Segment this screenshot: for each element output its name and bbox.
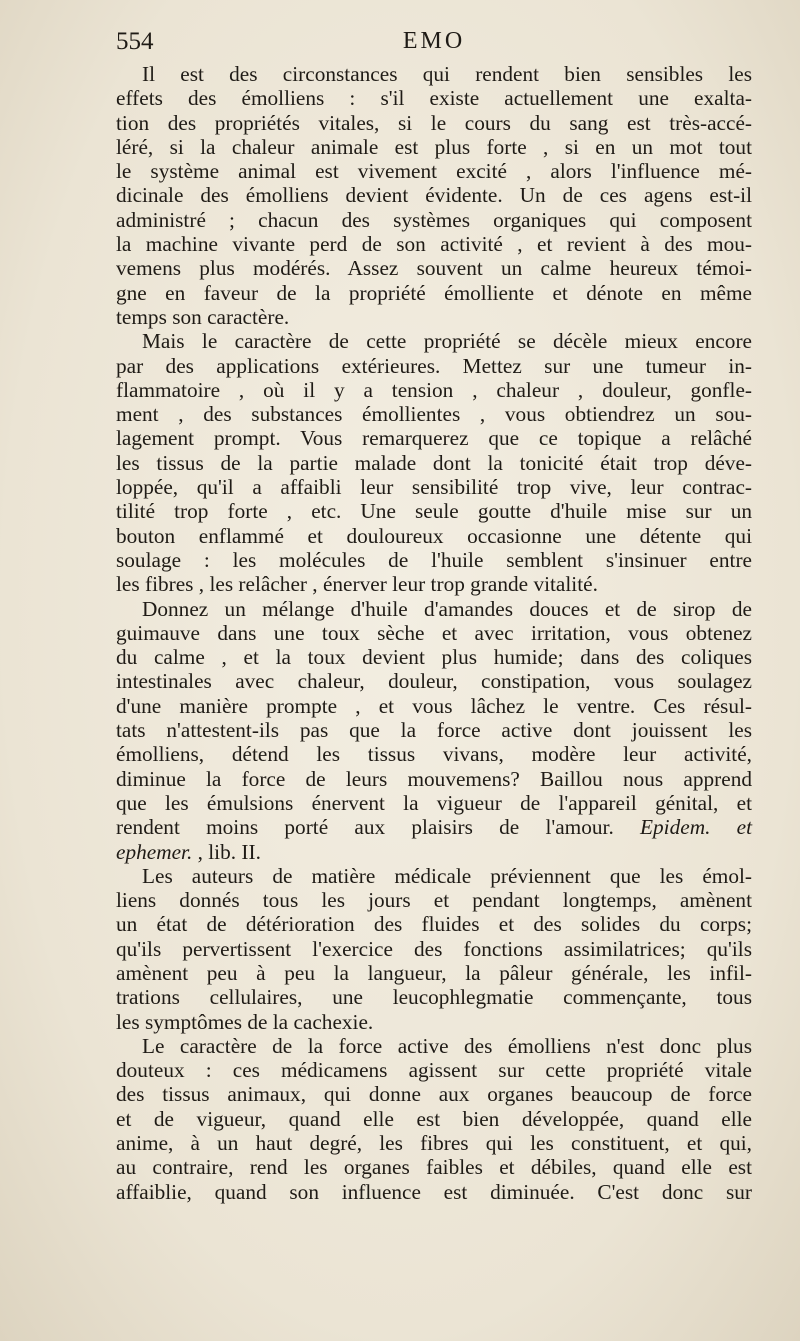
text-line: des tissus animaux, qui donne aux organes beaucoup de force — [116, 1082, 752, 1107]
text-line: léré, si la chaleur animale est plus forte , si en un mot tout — [116, 134, 752, 159]
text-line: les fibres , les relâcher , énerver leur trop grande vitalité. — [116, 572, 598, 597]
text-line: guimauve dans une toux sèche et avec irritation, vous obtenez — [116, 620, 752, 645]
text-line: la machine vivante perd de son activité , et revient à des mou- — [116, 232, 752, 257]
text-line: gne en faveur de la propriété émolliente et dénote en même — [116, 280, 752, 305]
text-line: affaiblie, quand son influence est diminuée. C'est donc sur — [116, 1179, 752, 1204]
text-line: Il est des circonstances qui rendent bien sensibles les — [142, 62, 752, 86]
text-line: douteux : ces médicamens agissent sur cette propriété vitale — [116, 1058, 752, 1083]
text-line: intestinales avec chaleur, douleur, constipation, vous soulagez — [116, 669, 752, 694]
page-number: 554 — [116, 28, 154, 55]
text-line: tilité trop forte , etc. Une seule goutte d'huile mise sur un — [116, 499, 752, 524]
body-text — [116, 62, 752, 1204]
text-line: les symptômes de la cachexie. — [116, 1009, 374, 1034]
text-line: trations cellulaires, une leucophlegmatie commençante, tous — [116, 985, 752, 1010]
text-line: lagement prompt. Vous remarquerez que ce topique a relâché — [116, 426, 752, 451]
text-line: ment , des substances émollientes , vous obtiendrez un sou- — [116, 402, 752, 427]
text-line: liens donnés tous les jours et pendant longtemps, amènent — [116, 888, 752, 913]
text-line: Le caractère de la force active des émolliens n'est donc plus — [142, 1033, 752, 1058]
text-line: effets des émolliens : s'il existe actuellement une exalta- — [116, 86, 752, 111]
text-line: loppée, qu'il a affaibli leur sensibilité trop vive, leur contrac- — [116, 475, 752, 500]
text-line: temps son caractère. — [116, 304, 290, 329]
text-line: au contraire, rend les organes faibles et débiles, quand elle est — [116, 1155, 752, 1180]
page-header — [116, 28, 752, 62]
text-line: qu'ils pervertissent l'exercice des fonctions assimilatrices; qu'ils — [116, 936, 752, 961]
text-line: du calme , et la toux devient plus humide; dans des coliques — [116, 645, 752, 670]
text-line: émolliens, détend les tissus vivans, modère leur activité, — [116, 742, 752, 767]
text-line: Donnez un mélange d'huile d'amandes douces et de sirop de — [142, 596, 752, 621]
text-line: que les émulsions énervent la vigueur de l'appareil génital, et — [116, 790, 752, 815]
text-line: tion des propriétés vitales, si le cours du sang est très-accé- — [116, 110, 752, 135]
text-line: un état de détérioration des fluides et des solides du corps; — [116, 912, 752, 937]
text-line: tats n'attestent-ils pas que la force active dont jouissent les — [116, 718, 752, 743]
text-line: par des applications extérieures. Mettez sur une tumeur in- — [116, 353, 752, 378]
text-line: Mais le caractère de cette propriété se décèle mieux encore — [142, 329, 752, 354]
text-line: ephemer. , lib. II. — [116, 839, 261, 864]
text-line: Les auteurs de matière médicale préviennent que les émol- — [142, 863, 752, 888]
text-line: et de vigueur, quand elle est bien développée, quand elle — [116, 1106, 752, 1131]
text-line: bouton enflammé et douloureux occasionne une détente qui — [116, 523, 752, 548]
text-line: d'une manière prompte , et vous lâchez le ventre. Ces résul- — [116, 693, 752, 718]
text-line: vemens plus modérés. Assez souvent un calme heureux témoi- — [116, 256, 752, 281]
text-line: rendent moins porté aux plaisirs de l'amour. Epidem. et — [116, 815, 752, 840]
text-line: le système animal est vivement excité , alors l'influence mé- — [116, 159, 752, 184]
text-line: flammatoire , où il y a tension , chaleur , douleur, gonfle- — [116, 377, 752, 402]
text-line: diminue la force de leurs mouvemens? Baillou nous apprend — [116, 766, 752, 791]
text-line: les tissus de la partie malade dont la tonicité était trop déve- — [116, 450, 752, 475]
text-line: anime, à un haut degré, les fibres qui les constituent, et qui, — [116, 1131, 752, 1156]
text-line: dicinale des émolliens devient évidente. Un de ces agens est-il — [116, 183, 752, 208]
text-line: administré ; chacun des systèmes organiques qui composent — [116, 207, 752, 232]
running-head: EMO — [402, 28, 466, 54]
text-line: amènent peu à peu la langueur, la pâleur générale, les infil- — [116, 960, 752, 985]
text-line: soulage : les molécules de l'huile semblent s'insinuer entre — [116, 547, 752, 572]
